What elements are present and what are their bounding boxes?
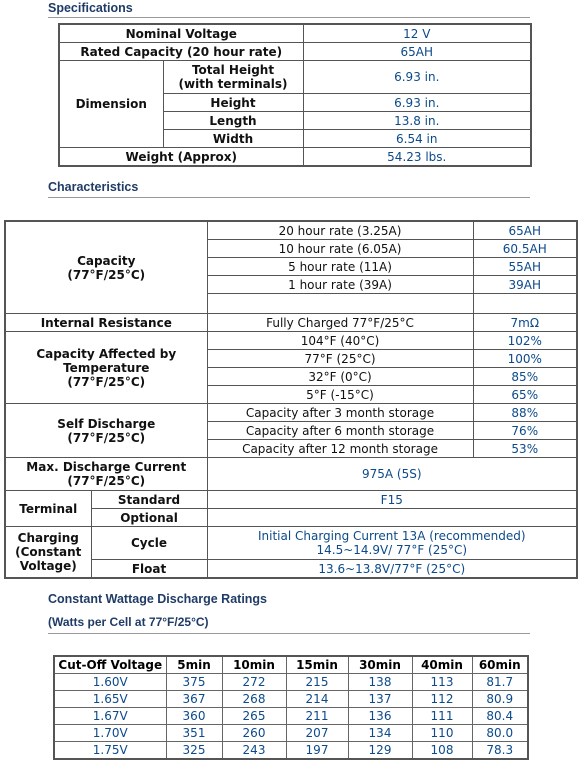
terminal-standard-value: F15	[207, 491, 577, 509]
column-header: 60min	[472, 656, 528, 674]
dimension-label: Dimension	[59, 61, 163, 148]
wattage-cell: 268	[222, 691, 286, 708]
wattage-cell: 137	[348, 691, 412, 708]
table-row	[5, 314, 577, 332]
wattage-cell: 138	[348, 674, 412, 691]
cutoff-voltage-cell: 1.67V	[54, 708, 166, 725]
wattage-subheading: (Watts per Cell at 77°F/25°C)	[48, 615, 209, 629]
length-label: Length	[163, 112, 303, 130]
wattage-cell: 112	[412, 691, 472, 708]
charging-float-label: Float	[91, 560, 207, 579]
self-discharge-condition: Capacity after 6 month storage	[207, 422, 473, 440]
height-value: 6.93 in.	[303, 94, 531, 112]
wattage-cell: 110	[412, 725, 472, 742]
self-discharge-condition: Capacity after 12 month storage	[207, 440, 473, 458]
wattage-cell: 325	[166, 742, 222, 760]
temperature-value: 85%	[473, 368, 577, 386]
terminal-optional-label: Optional	[91, 509, 207, 527]
table-row	[5, 527, 577, 560]
wattage-cell: 136	[348, 708, 412, 725]
column-header: 5min	[166, 656, 222, 674]
column-header: 30min	[348, 656, 412, 674]
wattage-cell: 129	[348, 742, 412, 760]
capacity-condition: 1 hour rate (39A)	[207, 276, 473, 294]
wattage-cell: 367	[166, 691, 222, 708]
characteristics-rule	[48, 197, 530, 198]
total-height-value: 6.93 in.	[303, 61, 531, 94]
wattage-cell: 260	[222, 725, 286, 742]
table-row	[5, 404, 577, 422]
weight-label: Weight (Approx)	[59, 148, 303, 167]
table-row	[5, 458, 577, 491]
max-discharge-label: Max. Discharge Current (77°F/25°C)	[5, 458, 207, 491]
height-label: Height	[163, 94, 303, 112]
charging-label: Charging (Constant Voltage)	[5, 527, 91, 579]
wattage-cell: 211	[286, 708, 348, 725]
self-discharge-value: 88%	[473, 404, 577, 422]
wattage-rule	[48, 633, 530, 634]
wattage-cell: 197	[286, 742, 348, 760]
table-row	[54, 725, 528, 742]
rated-capacity-label: Rated Capacity (20 hour rate)	[59, 43, 303, 61]
characteristics-heading: Characteristics	[48, 180, 139, 194]
column-header: 10min	[222, 656, 286, 674]
wattage-cell: 78.3	[472, 742, 528, 760]
cutoff-voltage-cell: 1.65V	[54, 691, 166, 708]
wattage-cell: 265	[222, 708, 286, 725]
temperature-condition: 104°F (40°C)	[207, 332, 473, 350]
capacity-condition: 5 hour rate (11A)	[207, 258, 473, 276]
cutoff-voltage-cell: 1.60V	[54, 674, 166, 691]
table-row	[54, 742, 528, 760]
empty-cell	[207, 294, 473, 314]
empty-cell	[473, 294, 577, 314]
table-row	[59, 61, 531, 94]
wattage-cell: 80.0	[472, 725, 528, 742]
table-row	[54, 674, 528, 691]
specifications-table	[58, 23, 532, 167]
capacity-condition: 10 hour rate (6.05A)	[207, 240, 473, 258]
wattage-cell: 108	[412, 742, 472, 760]
self-discharge-value: 53%	[473, 440, 577, 458]
wattage-table	[53, 655, 529, 760]
capacity-value: 65AH	[473, 221, 577, 240]
capacity-label: Capacity (77°F/25°C)	[5, 221, 207, 314]
self-discharge-value: 76%	[473, 422, 577, 440]
weight-value: 54.23 lbs.	[303, 148, 531, 167]
table-row	[54, 708, 528, 725]
cutoff-voltage-cell: 1.75V	[54, 742, 166, 760]
wattage-cell: 243	[222, 742, 286, 760]
characteristics-table	[4, 220, 578, 579]
wattage-heading: Constant Wattage Discharge Ratings	[48, 592, 268, 606]
wattage-cell: 351	[166, 725, 222, 742]
wattage-cell: 215	[286, 674, 348, 691]
cutoff-voltage-cell: 1.70V	[54, 725, 166, 742]
wattage-cell: 113	[412, 674, 472, 691]
temperature-label: Capacity Affected by Temperature (77°F/25°C)	[5, 332, 207, 404]
terminal-optional-value	[207, 509, 577, 527]
wattage-cell: 375	[166, 674, 222, 691]
capacity-value: 55AH	[473, 258, 577, 276]
table-row	[5, 221, 577, 240]
wattage-cell: 134	[348, 725, 412, 742]
wattage-cell: 80.9	[472, 691, 528, 708]
width-label: Width	[163, 130, 303, 148]
temperature-value: 100%	[473, 350, 577, 368]
charging-cycle-value: Initial Charging Current 13A (recommended) 14.5~14.9V/ 77°F (25°C)	[207, 527, 577, 560]
charging-cycle-label: Cycle	[91, 527, 207, 560]
table-row	[59, 43, 531, 61]
capacity-value: 60.5AH	[473, 240, 577, 258]
wattage-cell: 272	[222, 674, 286, 691]
wattage-cell: 360	[166, 708, 222, 725]
nominal-voltage-value: 12 V	[303, 24, 531, 43]
specifications-heading: Specifications	[48, 1, 133, 15]
charging-float-value: 13.6~13.8V/77°F (25°C)	[207, 560, 577, 579]
terminal-label: Terminal	[5, 491, 91, 527]
temperature-value: 102%	[473, 332, 577, 350]
column-header: 15min	[286, 656, 348, 674]
specifications-rule	[48, 17, 530, 18]
max-discharge-value: 975A (5S)	[207, 458, 577, 491]
table-row	[54, 691, 528, 708]
temperature-condition: 77°F (25°C)	[207, 350, 473, 368]
table-row	[5, 560, 577, 579]
internal-resistance-condition: Fully Charged 77°F/25°C	[207, 314, 473, 332]
wattage-cell: 207	[286, 725, 348, 742]
table-row	[5, 509, 577, 527]
wattage-cell: 214	[286, 691, 348, 708]
temperature-condition: 5°F (-15°C)	[207, 386, 473, 404]
total-height-label: Total Height (with terminals)	[163, 61, 303, 94]
capacity-condition: 20 hour rate (3.25A)	[207, 221, 473, 240]
column-header: Cut-Off Voltage	[54, 656, 166, 674]
wattage-cell: 111	[412, 708, 472, 725]
wattage-cell: 80.4	[472, 708, 528, 725]
width-value: 6.54 in	[303, 130, 531, 148]
table-row	[59, 24, 531, 43]
length-value: 13.8 in.	[303, 112, 531, 130]
internal-resistance-label: Internal Resistance	[5, 314, 207, 332]
self-discharge-condition: Capacity after 3 month storage	[207, 404, 473, 422]
wattage-cell: 81.7	[472, 674, 528, 691]
table-row	[5, 491, 577, 509]
table-header-row	[54, 656, 528, 674]
column-header: 40min	[412, 656, 472, 674]
table-row	[59, 148, 531, 167]
capacity-value: 39AH	[473, 276, 577, 294]
temperature-condition: 32°F (0°C)	[207, 368, 473, 386]
rated-capacity-value: 65AH	[303, 43, 531, 61]
terminal-standard-label: Standard	[91, 491, 207, 509]
self-discharge-label: Self Discharge (77°F/25°C)	[5, 404, 207, 458]
table-row	[5, 332, 577, 350]
nominal-voltage-label: Nominal Voltage	[59, 24, 303, 43]
internal-resistance-value: 7mΩ	[473, 314, 577, 332]
temperature-value: 65%	[473, 386, 577, 404]
